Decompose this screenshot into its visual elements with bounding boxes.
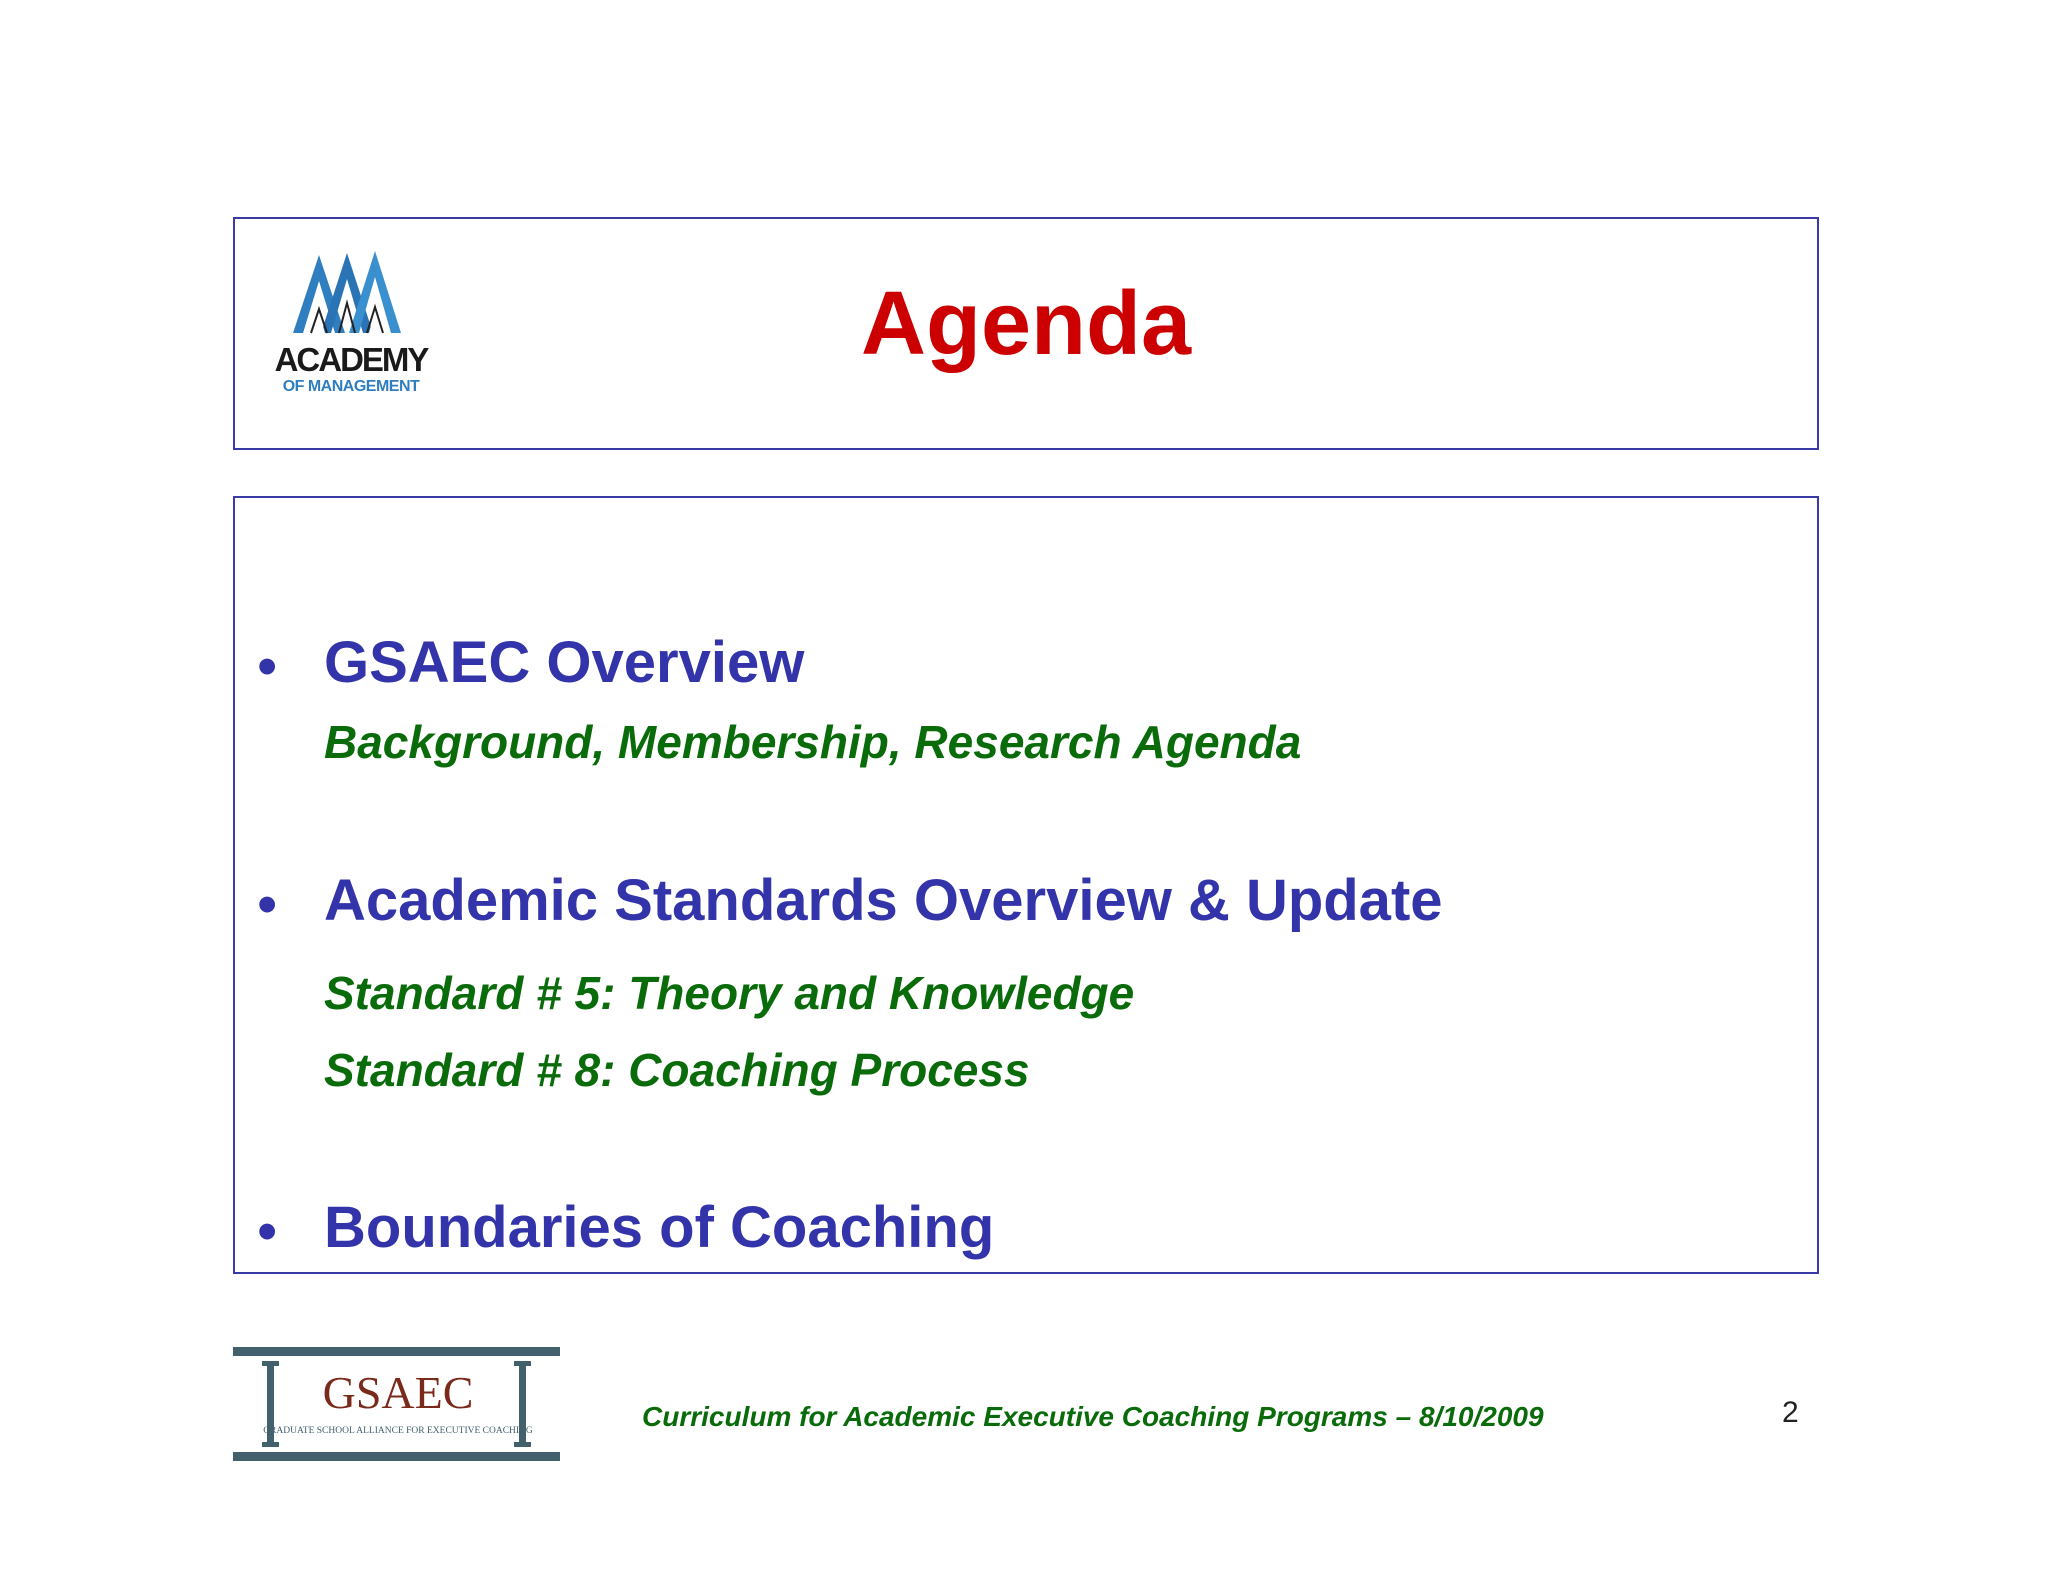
agenda-item-label: Academic Standards Overview & Update <box>324 868 1443 933</box>
bullet-icon: • <box>257 1199 278 1264</box>
slide-title <box>235 274 1817 374</box>
logo-management-text: OF MANAGEMENT <box>282 378 420 395</box>
agenda-subitem: Background, Membership, Research Agenda <box>324 716 1302 768</box>
agenda-item-label: GSAEC Overview <box>324 630 805 695</box>
slide-title-text: Agenda <box>860 274 1192 374</box>
footer-caption: Curriculum for Academic Executive Coaching Programs – 8/10/2009 <box>642 1401 1544 1432</box>
agenda-box <box>233 496 1819 1274</box>
agenda-subitem: Standard # 8: Coaching Process <box>324 1044 1030 1096</box>
gsaec-logo-subtext: GRADUATE SCHOOL ALLIANCE FOR EXECUTIVE COACHING <box>263 1426 533 1436</box>
agenda-item-label: Boundaries of Coaching <box>324 1195 995 1260</box>
bullet-icon: • <box>257 634 278 699</box>
agenda-subitem: Standard # 5: Theory and Knowledge <box>324 967 1135 1019</box>
logo-academy-text: ACADEMY <box>274 341 428 378</box>
bullet-icon: • <box>257 872 278 937</box>
gsaec-logo <box>233 1347 560 1461</box>
gsaec-logo-text: GSAEC <box>322 1367 474 1418</box>
title-box <box>233 217 1819 450</box>
page-number: 2 <box>1782 1396 1799 1429</box>
